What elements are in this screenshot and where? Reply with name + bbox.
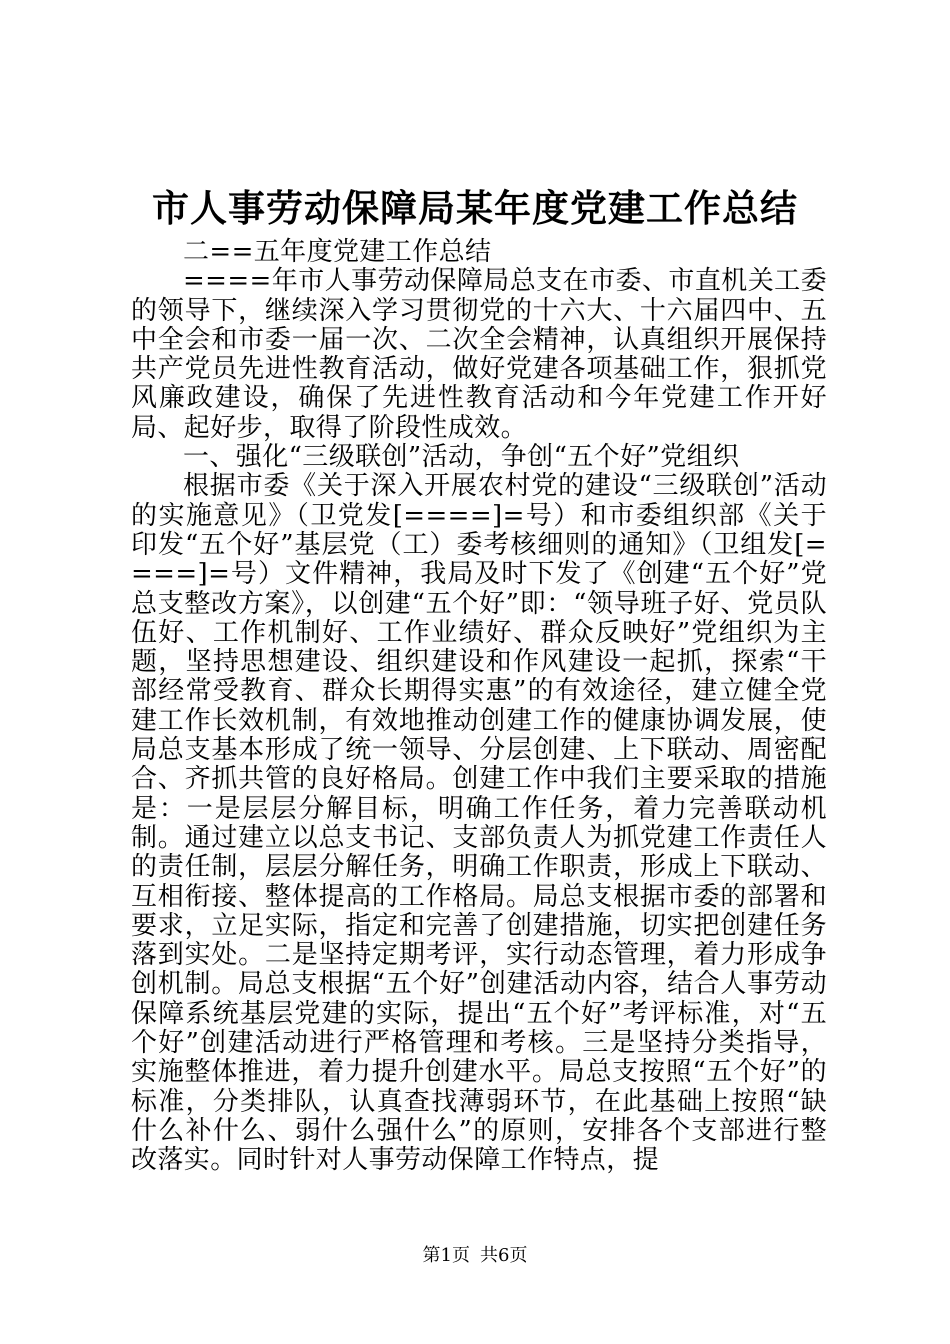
page-total: 共6页 bbox=[480, 1245, 528, 1266]
document-body bbox=[131, 238, 827, 1176]
page-number: 第1页 bbox=[422, 1245, 470, 1266]
paragraph-section-1: 根据市委《关于深入开展农村党的建设“三级联创”活动的实施意见》（卫党发[====]=号）和市委组织部《关于印发“五个好”基层党（工）委考核细则的通知》（卫组发[====]=号）文件精神，我局及时下发了《创建“五个好”党总支整改方案》，以创建“五个好”即：“领导班子好、党员队伍好、工作机制好、工作业绩好、群众反映好”党组织为主题，坚持思想建设、组织建设和作风建设一起抓，探索“干部经常受教育、群众长期得实惠”的有效途径，建立健全党建工作长效机制，有效地推动创建工作的健康协调发展，使局总支基本形成了统一领导、分层创建、上下联动、周密配合、齐抓共管的良好格局。创建工作中我们主要采取的措施是：一是层层分解目标，明确工作任务，着力完善联动机制。通过建立以总支书记、支部负责人为抓党建工作责任人的责任制，层层分解任务，明确工作职责，形成上下联动、互相衔接、整体提高的工作格局。局总支根据市委的部署和要求，立足实际，指定和完善了创建措施，切实把创建任务落到实处。二是坚持定期考评，实行动态管理，着力形成争创机制。局总支根据“五个好”创建活动内容，结合人事劳动保障系统基层党建的实际，提出“五个好”考评标准，对“五个好”创建活动进行严格管理和考核。三是坚持分类指导，实施整体推进，着力提升创建水平。局总支按照“五个好”的标准，分类排队，认真查找薄弱环节，在此基础上按照“缺什么补什么、弱什么强什么”的原则，安排各个支部进行整改落实。同时针对人事劳动保障工作特点，提 bbox=[131, 471, 827, 1176]
document-title: 市人事劳动保障局某年度党建工作总结 bbox=[152, 186, 798, 230]
paragraph-subtitle: 二==五年度党建工作总结 bbox=[183, 237, 492, 267]
paragraph-intro: ====年市人事劳动保障局总支在市委、市直机关工委的领导下，继续深入学习贯彻党的十六大、十六届四中、五中全会和市委一届一次、二次全会精神，认真组织开展保持共产党员先进性教育活动，做好党建各项基础工作，狠抓党风廉政建设，确保了先进性教育活动和今年党建工作开好局、起好步，取得了阶段性成效。 bbox=[131, 266, 827, 443]
section-heading-1: 一、强化“三级联创”活动，争创“五个好”党组织 bbox=[183, 442, 740, 473]
page-footer bbox=[0, 1244, 950, 1268]
